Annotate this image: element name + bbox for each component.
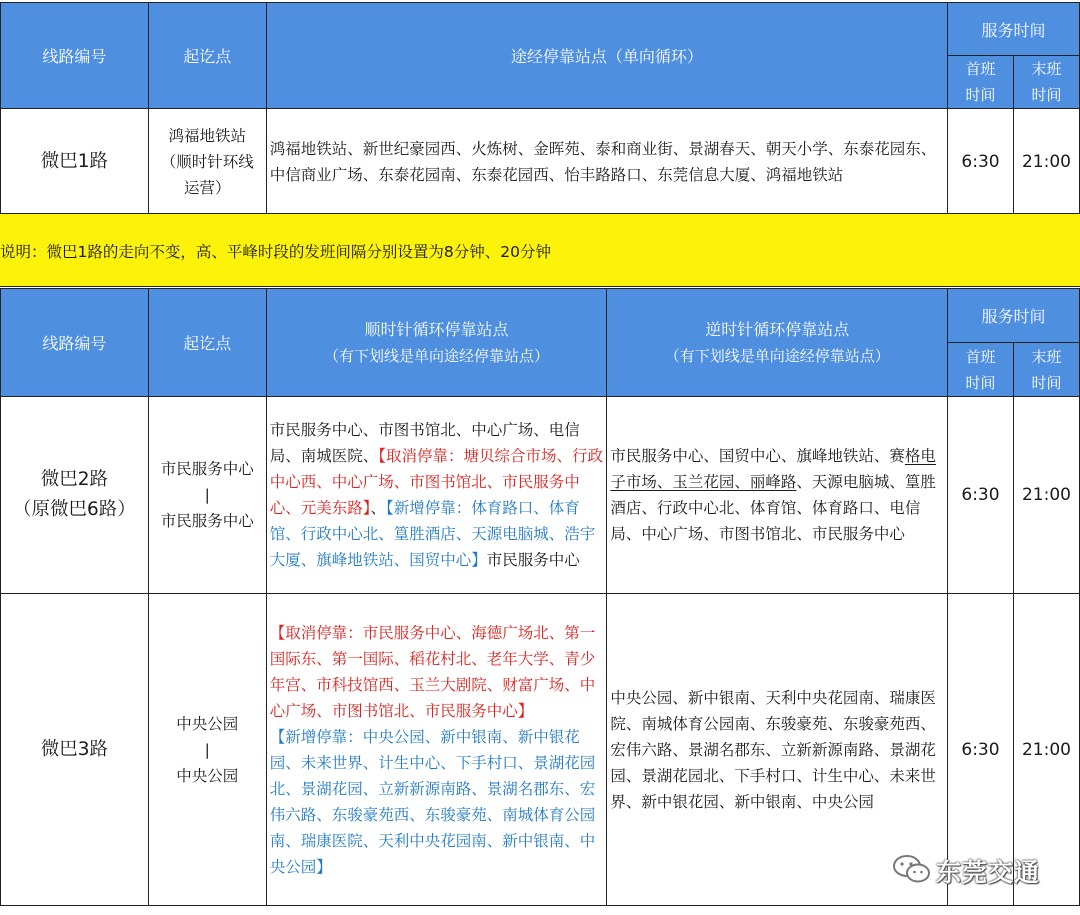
clockwise-stops: 市民服务中心、市图书馆北、中心广场、电信局、南城医院、【取消停靠：塘贝综合市场、行政中心西、中心广场、市图书馆北、市民服务中心、元美东路】、【新增停靠：体育路口、体育馆、行政中心北、篁胜酒店、天源电脑城、浩宇大厦、旗峰地铁站、国贸中心】市民服务中心	[266, 397, 607, 594]
route-endpoints: 中央公园 | 中央公园	[148, 594, 266, 906]
header-route-number: 线路编号	[1, 3, 149, 109]
counterclockwise-stops: 市民服务中心、国贸中心、旗峰地铁站、赛格电子市场、玉兰花园、丽峰路、天源电脑城、篁胜酒店、行政中心北、体育馆、体育路口、电信局、中心广场、市图书馆北、市民服务中心	[607, 397, 948, 594]
last-bus-time: 21:00	[1013, 594, 1079, 906]
header-clockwise-stops: 顺时针循环停靠站点 （有下划线是单向途经停靠站点）	[266, 289, 607, 397]
one-way-stops: 格电子市场、玉兰花园、丽峰路	[610, 447, 936, 491]
note-banner	[0, 213, 1080, 287]
header-last-bus: 末班 时间	[1013, 343, 1079, 397]
route-table-1	[0, 2, 1080, 215]
first-bus-time: 6:30	[948, 397, 1014, 594]
header-last-bus: 末班 时间	[1013, 56, 1079, 109]
note-text: 说明：微巴1路的走向不变，高、平峰时段的发班间隔分别设置为8分钟、20分钟	[0, 243, 551, 261]
route-name: 微巴1路	[1, 109, 149, 215]
wechat-icon	[892, 854, 932, 884]
clockwise-stops	[266, 594, 607, 906]
cancelled-stops: 【取消停靠：市民服务中心、海德广场北、第一国际东、第一国际、稻花村北、老年大学、青少年宫、市科技馆西、玉兰大剧院、财富广场、中心广场、市图书馆北、市民服务中心】	[269, 623, 596, 720]
header-route-number: 线路编号	[1, 289, 149, 397]
header-counterclockwise-stops: 逆时针循环停靠站点 （有下划线是单向途经停靠站点）	[607, 289, 948, 397]
route-table-2	[0, 288, 1080, 906]
header-stops: 途经停靠站点（单向循环）	[266, 3, 947, 109]
header-endpoints: 起讫点	[148, 289, 266, 397]
watermark-text: 东莞交通	[936, 858, 1041, 887]
watermark	[892, 852, 1052, 886]
route-endpoints: 市民服务中心 | 市民服务中心	[148, 397, 266, 594]
header-first-bus: 首班 时间	[948, 56, 1014, 109]
added-stops: 【新增停靠：中央公园、新中银南、新中银花园、未来世界、计生中心、下手村口、景湖花园北、景湖花园、立新新源南路、景湖名郡东、宏伟六路、东骏豪苑西、东骏豪苑、南城体育公园南、瑞康医院、天利中央花园南、新中银南、中央公园】	[269, 727, 596, 876]
header-service-time: 服务时间	[948, 289, 1080, 343]
last-bus-time: 21:00	[1013, 397, 1079, 594]
added-stops: 【新增停靠：体育路口、体育馆、行政中心北、篁胜酒店、天源电脑城、浩宇大厦、旗峰地铁站、国贸中心】	[269, 499, 596, 569]
header-service-time: 服务时间	[948, 3, 1080, 56]
table-row	[1, 397, 1080, 594]
last-bus-time: 21:00	[1013, 109, 1079, 215]
route-name: 微巴2路 （原微巴6路）	[1, 397, 149, 594]
counterclockwise-stops: 中央公园、新中银南、天利中央花园南、瑞康医院、南城体育公园南、东骏豪苑、东骏豪苑西、宏伟六路、景湖名郡东、立新新源南路、景湖花园、景湖花园北、下手村口、计生中心、未来世界、新中银花园、新中银南、中央公园	[607, 594, 948, 906]
header-first-bus: 首班 时间	[948, 343, 1014, 397]
route-endpoints: 鸿福地铁站 （顺时针环线 运营）	[148, 109, 266, 215]
first-bus-time: 6:30	[948, 594, 1014, 906]
route-name: 微巴3路	[1, 594, 149, 906]
table-row	[1, 109, 1080, 215]
header-endpoints: 起讫点	[148, 3, 266, 109]
first-bus-time: 6:30	[948, 109, 1014, 215]
cancelled-stops: 【取消停靠：塘贝综合市场、行政中心西、中心广场、市图书馆北、市民服务中心、元美东路】	[269, 447, 604, 517]
route-stops: 鸿福地铁站、新世纪豪园西、火炼树、金晖苑、泰和商业街、景湖春天、朝天小学、东泰花园东、中信商业广场、东泰花园南、东泰花园西、怡丰路路口、东莞信息大厦、鸿福地铁站	[266, 109, 947, 215]
